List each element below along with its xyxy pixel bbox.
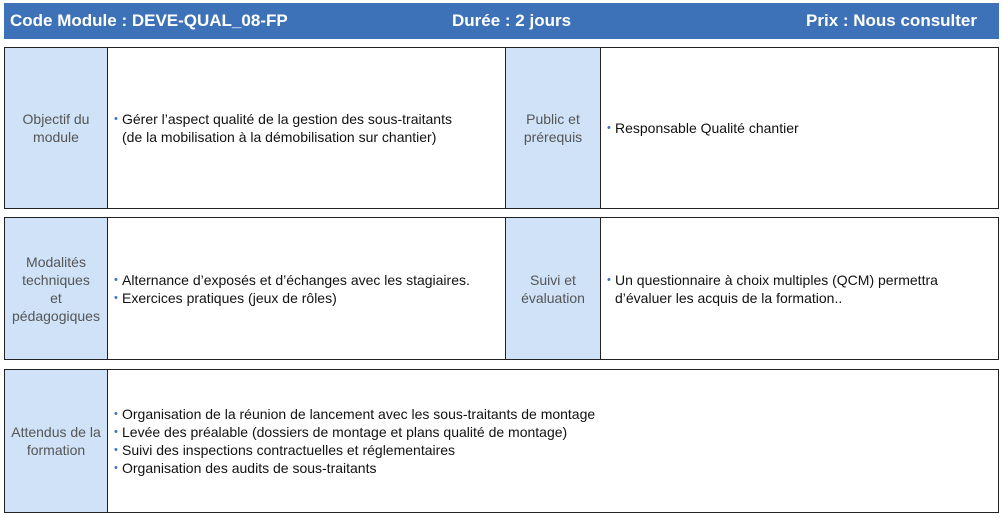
list-item: • Exercices pratiques (jeux de rôles) [114,289,337,306]
modalites-content [107,218,505,359]
suivi-content [600,218,998,359]
list-item: • Responsable Qualité chantier [607,120,799,136]
bullet-icon: • [114,408,118,420]
bullet-icon: • [114,113,118,125]
list-item: • Organisation des audits de sous-traitants [114,460,377,476]
list-item: • Suivi des inspections contractuelles et réglementaires [114,442,456,458]
module-code: Code Module : DEVE-QUAL_08-FP [10,11,288,30]
suivi-label: Suivi et évaluation [505,218,600,359]
module-duration: Durée : 2 jours [452,11,572,30]
list-item: • Un questionnaire à choix multiples (QCM) permettra d’évaluer les acquis de la formation.. [607,271,938,306]
public-label: Public et prérequis [505,48,600,208]
bullet-icon: • [607,122,611,134]
module-header [4,3,999,39]
list-item: • Alternance d’exposés et d’échanges avec les stagiaires. [114,271,470,288]
bullet-icon: • [607,273,611,286]
attendus-label: Attendus de la formation [5,370,107,512]
attendus-content [107,370,998,512]
list-item: • Levée des préalable (dossiers de montage et plans qualité de montage) [114,424,568,440]
bullet-icon: • [114,273,118,286]
bullet-icon: • [114,426,118,438]
module-price: Prix : Nous consulter [806,11,977,30]
section-row-3 [4,369,999,513]
section-row-2 [4,217,999,360]
bullet-icon: • [114,291,118,304]
objectif-label: Objectif du module [5,48,107,208]
public-content [600,48,998,208]
list-item: • Organisation de la réunion de lancement avec les sous-traitants de montage [114,406,596,422]
objectif-content [107,48,505,208]
list-item: • Gérer l’aspect qualité de la gestion des sous-traitants (de la mobilisation à la démobilisation sur chantier) [114,111,452,145]
bullet-icon: • [114,444,118,456]
modalites-label: Modalités techniques et pédagogiques [5,218,107,359]
bullet-icon: • [114,462,118,474]
section-row-1 [4,47,999,209]
